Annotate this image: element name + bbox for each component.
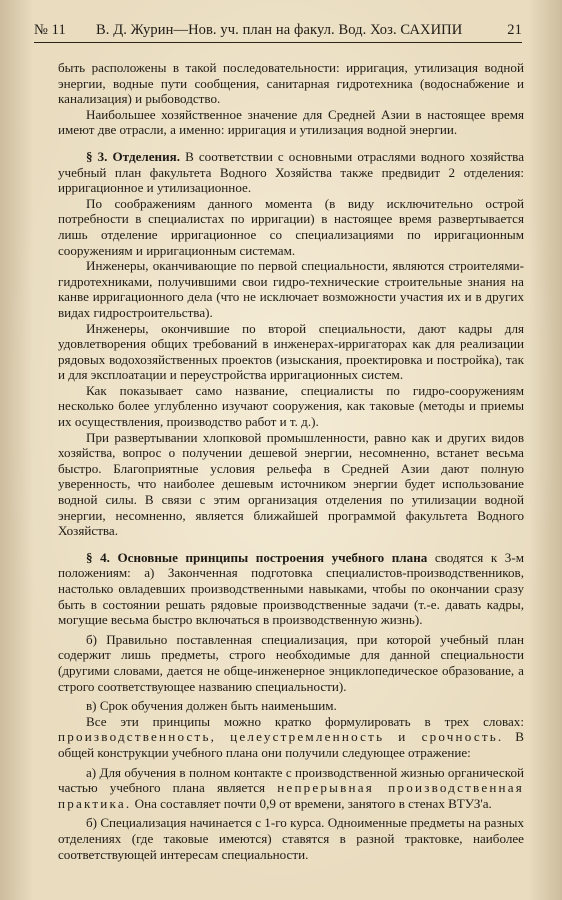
paragraph-12-spaced: производственность, целеустремленность и срочность. xyxy=(58,729,504,745)
paragraph-13-lead: а) Для обучения в полном контакте с производственной жизнью органической частью учебного плана является xyxy=(58,764,524,796)
paragraph-13 xyxy=(58,765,524,812)
section-4-text: сводятся к 3-м положениям: а) Законченная подготовка специалистов-производственников, настолько овладевших производственными навыками, чтобы по окончании сразу быть в состоянии решать рядовые производственные задачи (т.-е. давать кадры, могущие весьма быстро включаться в производственную жизнь). xyxy=(58,549,525,628)
paragraph-1: быть расположены в такой последовательности: ирригация, утилизация водной энергии, водные пути сообщения, санитарная гидротехника (водоснабжение и канализация) и рыбоводство. xyxy=(58,60,524,107)
body-text xyxy=(58,60,524,862)
paragraph-2: Наибольшее хозяйственное значение для Средней Азии в настоящее время имеют две отрасли, а именно: ирригация и утилизация водной энергии. xyxy=(58,106,524,138)
page-number: 21 xyxy=(507,22,522,38)
section-3-paragraph xyxy=(58,149,524,196)
paragraph-13-tail: Она составляет почти 0,9 от времени, занятого в стенах ВТУЗ'а. xyxy=(134,795,492,811)
paragraph-10: б) Правильно поставленная специализация, при которой учебный план содержит лишь предметы, строго необходимые для данной специальности (другими словами, дается не обще-инженерное энциклопедическое образование, а строго соответствующее названию специальности). xyxy=(58,631,524,694)
paragraph-12 xyxy=(58,714,524,761)
section-4-paragraph xyxy=(58,550,524,628)
paragraph-5: Инженеры, оканчивающие по первой специальности, являются строителями-гидротехниками, получившими свои гидро-технические строительные знания на канве ирригационного дела (что не исключает возможности участия их и в других видах гидростроительства). xyxy=(58,258,524,320)
paragraph-14: б) Специализация начинается с 1-го курса. Одноименные предметы на разных отделениях (где таковые имеются) ставятся в разной трактовке, наиболее соответствующей интересам специальности. xyxy=(58,815,524,862)
paragraph-13-spaced: непрерывная производственная практика. xyxy=(58,780,524,811)
issue-number: № 11 xyxy=(34,22,66,38)
paragraph-12-lead: Все эти принципы можно кратко формулировать в трех словах: xyxy=(86,713,524,729)
paragraph-4: По соображениям данного момента (в виду исключительно острой потребности в специалистах по ирригации) в настоящее время развертывается лишь отделение ирригационное со специализациями по ирригационным сооружениям и ирригационным системам. xyxy=(58,195,524,258)
running-header xyxy=(34,20,522,43)
paragraph-11: в) Срок обучения должен быть наименьшим. xyxy=(86,698,337,714)
paragraph-12-tail: В общей конструкции учебного плана они получили следующее отражение: xyxy=(58,729,525,760)
header-title: В. Д. Журин—Нов. уч. план на факул. Вод. Хоз. САХИПИ xyxy=(96,22,463,38)
paragraph-6: Инженеры, окончившие по второй специальности, дают кадры для удовлетворения общих требований в инженерах-ирригаторах как для реализации рядовых водохозяйственных проектов (изыскания, проектировка и постройка), так и для эксплоатации и переустройства ирригационных систем. xyxy=(58,320,524,383)
section-3-heading: § 3. Отделения. xyxy=(86,148,180,164)
paragraph-8: При развертывании хлопковой промышленности, равно как и других видов хозяйства, вопрос о получении дешевой энергии, несомненно, встанет весьма быстро. Благоприятные условия рельефа в Средней Азии дают полную уверенность, что наиболее дешевым источником энергии будет использование водной силы. В связи с этим организация отделения по утилизации водной энергии, несомненно, является ближайшей программой факультета Водного Хозяйства. xyxy=(58,429,524,539)
paragraph-7: Как показывает само название, специалисты по гидро-сооружениям несколько более углубленно изучают сооружения, как таковые (методы и приемы их осуществления, производство работ и т. д.). xyxy=(58,382,524,430)
section-3-text: В соответствии с основными отраслями водного хозяйства учебный план факультета Водного Хозяйства также предвидит 2 отделения: ирригационное и утилизационное. xyxy=(58,148,524,196)
section-4-heading: § 4. Основные принципы построения учебного плана xyxy=(86,549,428,565)
